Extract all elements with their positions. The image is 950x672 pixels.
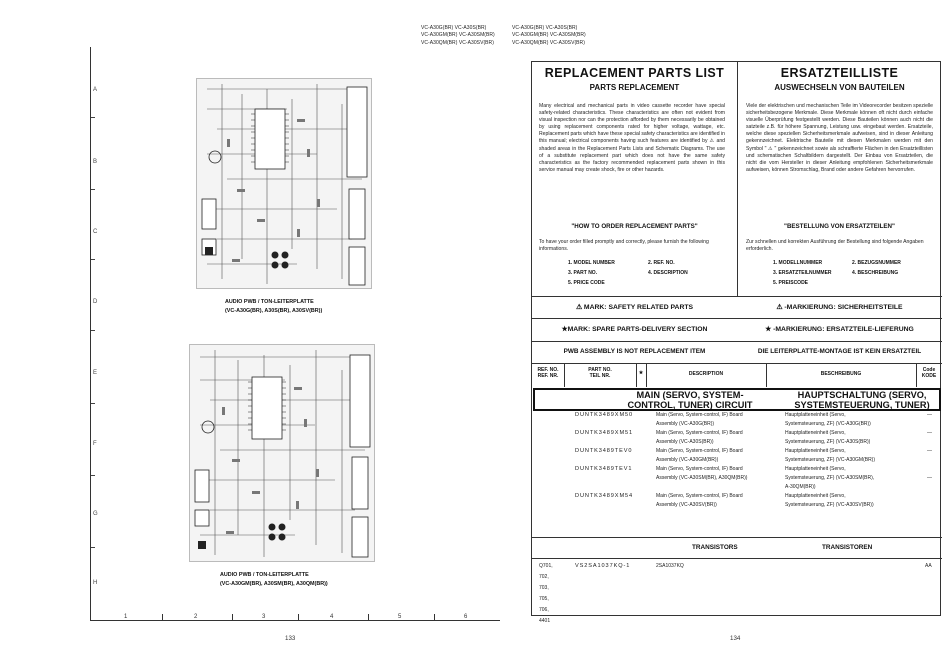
- row-divider: [91, 117, 95, 118]
- order-item-en: 1. MODEL NUMBER: [568, 260, 615, 266]
- intro-text-de: Viele der elektrischen und mechanischen Teile im Videorecorder besitzen spezielle sicherheitsbezogene Merkmale. Diese Merkmale können oft nicht durch einfache visuelle Überprüfung festgestellt werden. Diese Bauteilen können auch nicht die satzteile z.B. für höhere Spannung, Leistung usw. eingebaut werden. Ersatzteile, welche diese speziellen Sicherheitsmerkmale aufweisen, sind in dieser Anleitung gekennzeichnet. Elektrische Bauteile mit diesen Merkmalen werden mit den Symbol " ⚠ " gekennzeichnet sowie als schraffierte Flächen in den Ersatzteillisten und schematischen Schaltbildern dargestellt. Der Einbau von Ersatzteilen, die nicht die vom Hersteller in dieser Anleitung empfohlenen Sicherheitsmerkmale aufweisen, können Stromschlag, Brand oder andere Gefahren hervorrufen.: [746, 103, 933, 173]
- section-title-de: [787, 391, 937, 410]
- price-code: —: [927, 430, 932, 436]
- ref-no: Q701,: [539, 563, 553, 569]
- ref-no: 706,: [539, 607, 549, 613]
- ref-no: 4401: [539, 618, 551, 624]
- beschr-line: Systemsteuerung, ZF) (VC-A30S(BR)): [785, 438, 871, 445]
- header-divider: [636, 363, 637, 387]
- header-code: [916, 367, 942, 379]
- caption-line: (VC-A30GM(BR), A30SM(BR), A30QM(BR)): [220, 581, 328, 587]
- part-number: DUNTK3489XM54: [575, 493, 634, 499]
- page-number-left: 133: [285, 635, 296, 642]
- header-beschreibung: BESCHREIBUNG: [820, 371, 862, 377]
- beschr-line: Systemsteuerung, ZF) (VC-A30SM(BR),: [785, 474, 875, 481]
- intro-text-en: Many electrical and mechanical parts in video cassette recorder have special safety-related characteristics. These characteristics are often not evident from visual inspection nor can the protection afforded by them necessarily be obtained by using replacement components rated for higher voltage, wattage, etc. Replacement parts which have these special safety characteristics are identified in this manual; electrical components having such features are identified by ⚠ and shaded areas in the Replacement Parts Lists and Schematic Diagrams. The use of a substitute replacement part which does not have the same safety characteristics as the factory recommended replacement parts shown in this service manual may create shock, fire or other hazards.: [539, 103, 725, 173]
- col-number: 3: [262, 614, 266, 620]
- row-letter: B: [93, 159, 98, 165]
- header-code-de: KODE: [921, 373, 937, 379]
- header-ref-no: [532, 367, 564, 379]
- model-line: VC-A30G(BR) VC-A30S(BR): [512, 25, 578, 31]
- row-divider: [91, 475, 95, 476]
- row-letter: G: [93, 511, 98, 517]
- divider: [532, 363, 942, 364]
- subtitle-de: AUSWECHSELN VON BAUTEILEN: [774, 83, 905, 92]
- row-letter: F: [93, 441, 97, 447]
- col-number: 5: [398, 614, 402, 620]
- col-number: 1: [124, 614, 128, 620]
- row-beschreibung: [785, 429, 870, 447]
- desc-line: Assembly (VC-A30S(BR)): [656, 438, 714, 445]
- price-code: —: [927, 448, 932, 454]
- order-item-de: 3. ERSATZTEILNUMMER: [773, 270, 832, 276]
- order-item-en: 2. REF. NO.: [648, 260, 675, 266]
- price-code: —: [927, 475, 932, 481]
- divider: [532, 296, 942, 297]
- model-list-left: [421, 25, 495, 47]
- spare-mark-en: ★MARK: SPARE PARTS-DELIVERY SECTION: [561, 326, 708, 333]
- order-item-de: 2. BEZUGSNUMMER: [852, 260, 901, 266]
- caption-line: AUDIO PWB / TON-LEITERPLATTE: [220, 572, 309, 578]
- beschr-line: Systemsteuerung, ZF) (VC-A30G(BR)): [785, 420, 871, 427]
- desc-line: Main (Servo, System-control, IF) Board: [656, 448, 743, 454]
- header-divider: [766, 363, 767, 387]
- row-beschreibung: [785, 465, 874, 491]
- section-title-en: [590, 391, 790, 410]
- header-code-en: Code: [922, 367, 936, 373]
- caption-line: AUDIO PWB / TON-LEITERPLATTE: [225, 299, 314, 305]
- row-beschreibung: [785, 411, 871, 429]
- desc-line: Main (Servo, System-control, IF) Board: [656, 412, 743, 418]
- desc-line: Main (Servo, System-control, IF) Board: [656, 466, 743, 472]
- title-en: REPLACEMENT PARTS LIST: [544, 66, 725, 80]
- caption-line: (VC-A30G(BR), A30S(BR), A30SV(BR)): [225, 308, 323, 314]
- order-heading-de: "BESTELLUNG VON ERSATZTEILEN": [784, 223, 895, 230]
- part-number: DUNTK3489XM50: [575, 412, 634, 418]
- column-ruler: [90, 614, 500, 621]
- row-divider: [91, 259, 95, 260]
- ref-no: 703,: [539, 585, 549, 591]
- transistors-heading-en: TRANSISTORS: [692, 544, 738, 551]
- page-number-right: 134: [730, 635, 741, 642]
- part-number: VS2SA1037KQ-1: [575, 563, 631, 569]
- row-divider: [91, 330, 95, 331]
- row-letter: E: [93, 370, 98, 376]
- order-text-de: Zur schnellen und korrekten Ausführung der Bestellung sind folgende Angaben erforderlich.: [746, 239, 924, 252]
- desc-line: Assembly (VC-A30SV(BR)): [656, 501, 717, 508]
- price-code: AA: [925, 563, 932, 569]
- beschr-line: Hauptplatteneinheit (Servo,: [785, 448, 846, 454]
- row-description: [656, 411, 743, 429]
- order-item-de: 4. BESCHREIBUNG: [852, 270, 899, 276]
- audio-pwb-image-top: [196, 78, 372, 289]
- desc-line: Assembly (VC-A30SM(BR), A30QM(BR)): [656, 474, 748, 481]
- pwb-note-en: PWB ASSEMBLY IS NOT REPLACEMENT ITEM: [563, 348, 706, 355]
- column-divider: [737, 62, 738, 296]
- beschr-line: Systemsteuerung, ZF) (VC-A30GM(BR)): [785, 456, 876, 463]
- divider: [532, 558, 942, 559]
- title-de: ERSATZTEILLISTE: [780, 66, 899, 80]
- ref-no: 702,: [539, 574, 549, 580]
- model-list-right: [512, 25, 586, 47]
- section-main-circuit: [533, 388, 941, 411]
- header-star: ★: [638, 370, 644, 376]
- part-number: DUNTK3489TEV1: [575, 466, 633, 472]
- row-description: [656, 429, 743, 447]
- col-number: 4: [330, 614, 334, 620]
- divider: [532, 537, 942, 538]
- header-divider: [916, 363, 917, 387]
- price-code: —: [927, 412, 932, 418]
- desc-line: Main (Servo, System-control, IF) Board: [656, 493, 743, 499]
- desc-line: Main (Servo, System-control, IF) Board: [656, 430, 743, 436]
- row-beschreibung: [785, 447, 875, 465]
- desc-line: Assembly (VC-A30G(BR)): [656, 420, 715, 427]
- desc-line: Assembly (VC-A30GM(BR)): [656, 456, 719, 463]
- header-ref-en: REF. NO.: [537, 367, 559, 373]
- divider: [532, 318, 942, 319]
- order-item-de: 5. PREISCODE: [773, 280, 809, 286]
- row-divider: [91, 189, 95, 190]
- part-number: DUNTK3489TEV0: [575, 448, 633, 454]
- order-heading-en: "HOW TO ORDER REPLACEMENT PARTS": [571, 223, 698, 230]
- pwb-note-de: DIE LEITERPLATTE-MONTAGE IST KEIN ERSATZTEIL: [757, 348, 922, 355]
- beschr-line: Hauptplatteneinheit (Servo,: [785, 430, 846, 436]
- spare-mark-de: ★ -MARKIERUNG: ERSATZTEILE-LIEFERUNG: [765, 326, 914, 333]
- model-line: VC-A30GM(BR) VC-A30SM(BR): [512, 32, 586, 39]
- beschr-line: A-30QM(BR)): [785, 483, 816, 490]
- section-line: HAUPTSCHALTUNG (SERVO,: [797, 390, 927, 400]
- section-line: SYSTEMSTEUERUNG, TUNER): [794, 399, 930, 410]
- beschr-line: Hauptplatteneinheit (Servo,: [785, 412, 846, 418]
- pcb-bottom-caption: [220, 571, 328, 589]
- row-description: [656, 447, 743, 465]
- header-divider: [646, 363, 647, 387]
- replacement-parts-page: [531, 61, 941, 624]
- row-description: [656, 492, 743, 510]
- pcb-top-caption: [225, 298, 322, 316]
- header-part-en: PART NO.: [588, 367, 612, 373]
- order-text-en: To have your order filled promptly and correctly, please furnish the following informations.: [539, 239, 709, 252]
- row-letter: H: [93, 580, 98, 586]
- model-line: VC-A30GM(BR) VC-A30SM(BR): [421, 32, 495, 39]
- beschr-line: Systemsteuerung, ZF) (VC-A30SV(BR)): [785, 501, 874, 508]
- beschr-line: Hauptplatteneinheit (Servo,: [785, 466, 846, 472]
- row-letter: D: [93, 299, 98, 305]
- header-divider: [564, 363, 565, 387]
- header-part-de: TEIL NR.: [589, 373, 611, 379]
- beschr-line: Hauptplatteneinheit (Servo,: [785, 493, 846, 499]
- order-item-en: 4. DESCRIPTION: [648, 270, 688, 276]
- header-part-no: [564, 367, 636, 379]
- col-number: 2: [194, 614, 198, 620]
- divider: [532, 341, 942, 342]
- pcb-drawing-top: [197, 79, 372, 289]
- safety-mark-de: ⚠ -MARKIERUNG: SICHERHEITSTEILE: [776, 304, 903, 311]
- header-ref-de: REF. NR.: [537, 373, 559, 379]
- safety-mark-en: ⚠ MARK: SAFETY RELATED PARTS: [575, 304, 694, 311]
- section-line: CONTROL, TUNER) CIRCUIT: [627, 399, 753, 410]
- order-item-en: 3. PART NO.: [568, 270, 598, 276]
- col-number: 6: [464, 614, 468, 620]
- header-description: DESCRIPTION: [688, 371, 724, 377]
- model-line: VC-A30QM(BR) VC-A30SV(BR): [421, 39, 494, 46]
- part-number: DUNTK3489XM51: [575, 430, 634, 436]
- row-divider: [91, 547, 95, 548]
- pcb-drawing-bottom: [190, 345, 375, 562]
- model-line: VC-A30G(BR) VC-A30S(BR): [421, 25, 487, 31]
- section-line: MAIN (SERVO, SYSTEM-: [636, 390, 744, 400]
- subtitle-en: PARTS REPLACEMENT: [589, 83, 680, 92]
- order-item-de: 1. MODELLNUMMER: [773, 260, 823, 266]
- row-description: [656, 465, 747, 483]
- row-divider: [91, 403, 95, 404]
- audio-pwb-image-bottom: [189, 344, 375, 562]
- ref-no: 705,: [539, 596, 549, 602]
- transistors-heading-de: TRANSISTOREN: [822, 544, 873, 551]
- model-line: VC-A30QM(BR) VC-A30SV(BR): [512, 39, 585, 46]
- order-item-en: 5. PRICE CODE: [568, 280, 605, 286]
- row-letter: A: [93, 87, 98, 93]
- transistor-refs: [539, 561, 553, 627]
- row-beschreibung: [785, 492, 874, 510]
- row-letter: C: [93, 229, 98, 235]
- transistor-description: 2SA1037KQ: [656, 563, 684, 569]
